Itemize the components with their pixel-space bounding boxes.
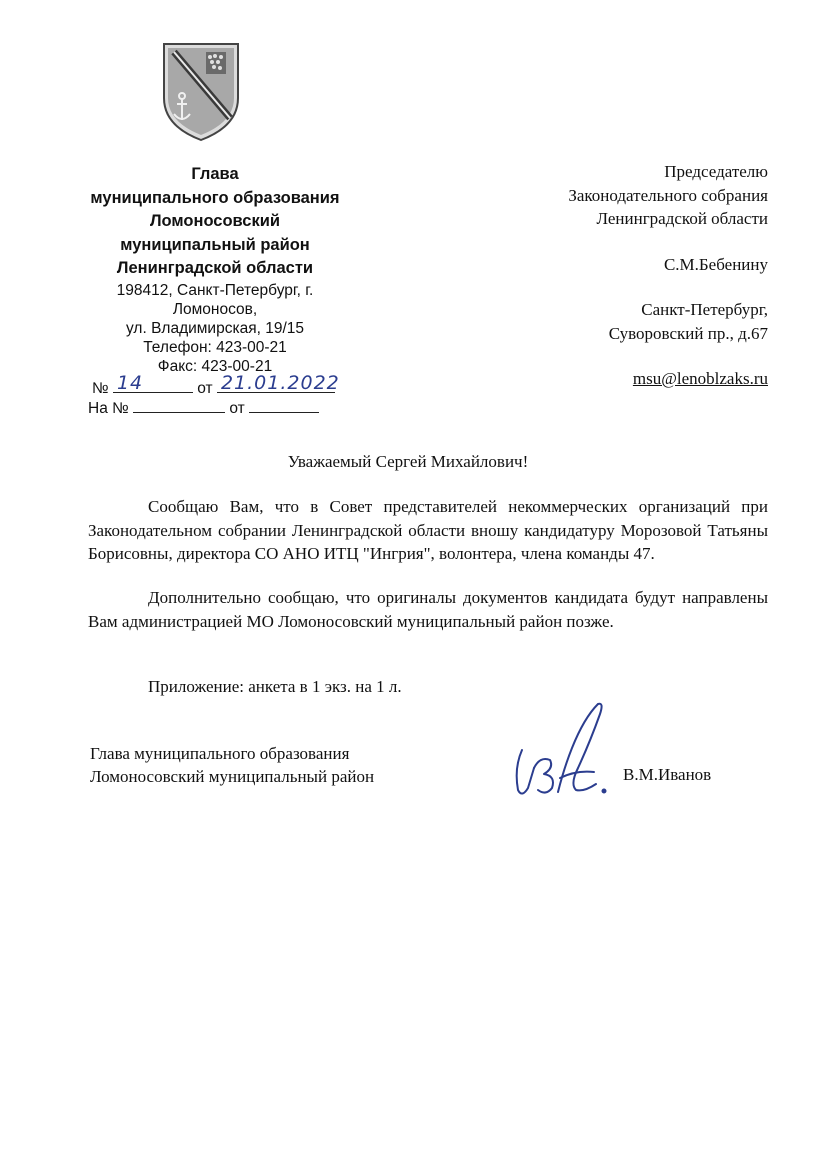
sender-address-line: 198412, Санкт-Петербург, г.: [116, 281, 314, 299]
attachment-note: Приложение: анкета в 1 экз. на 1 л.: [148, 677, 402, 696]
sender-phone: Телефон: 423-00-21: [143, 338, 287, 356]
sender-address-line: Ломоносов,: [172, 300, 258, 318]
sender-title-line: муниципальный район: [120, 235, 310, 254]
number-value: 14: [116, 372, 144, 394]
sender-title-line: Ломоносовский: [149, 212, 281, 230]
signatory-title-line: Ломоносовский муниципальный район: [90, 766, 375, 786]
recipient-line: Председателю: [664, 162, 768, 181]
number-label: №: [92, 380, 109, 397]
recipient-email-link[interactable]: msu@lenoblzaks.ru: [632, 369, 768, 388]
outgoing-reference: [92, 372, 340, 398]
recipient-address-line: Санкт-Петербург,: [641, 300, 768, 319]
recipient-line: Законодательного собрания: [568, 185, 768, 205]
sender-title-line: муниципального образования: [90, 188, 340, 207]
sender-fax: Факс: 423-00-21: [157, 357, 273, 375]
number-field: [113, 372, 193, 394]
recipient-address-line: Суворовский пр., д.67: [608, 323, 768, 343]
signatory-name: В.М.Иванов: [623, 765, 712, 784]
sender-block: [50, 163, 380, 376]
signatory-title: [90, 743, 374, 788]
date-label: от: [197, 380, 213, 397]
sender-address-line: ул. Владимирская, 19/15: [126, 319, 304, 337]
salutation: Уважаемый Сергей Михайлович!: [287, 452, 529, 471]
incoming-reference: [88, 398, 319, 418]
signatory-title-line: Глава муниципального образования: [90, 744, 350, 763]
body-paragraph: Сообщаю Вам, что в Совет представителей некоммерческих организаций при Законодательном собрании Ленинградской области вношу кандидатуру Морозовой Татьяны Борисовны, директора СО АНО ИТЦ "Ингрия", волонтера, члена команды 47.: [88, 497, 768, 563]
handwritten-signature-icon: [500, 698, 620, 808]
reply-number-label: На №: [88, 400, 129, 417]
reply-date-field: [249, 398, 319, 413]
reply-date-label: от: [229, 400, 245, 417]
sender-title-line: Глава: [191, 165, 239, 183]
date-field: [217, 372, 340, 394]
recipient-name: С.М.Бебенину: [663, 254, 768, 274]
recipient-line: Ленинградской области: [596, 209, 768, 228]
coat-of-arms-icon: [160, 40, 242, 144]
recipient-block: [468, 160, 768, 391]
sender-title-line: Ленинградской области: [116, 259, 314, 277]
date-value: 21.01.2022: [220, 372, 340, 394]
reply-number-field: [133, 398, 225, 413]
body-paragraph: Дополнительно сообщаю, что оригиналы документов кандидата будут направлены Вам администрацией МО Ломоносовский муниципальный район позже.: [88, 588, 768, 631]
